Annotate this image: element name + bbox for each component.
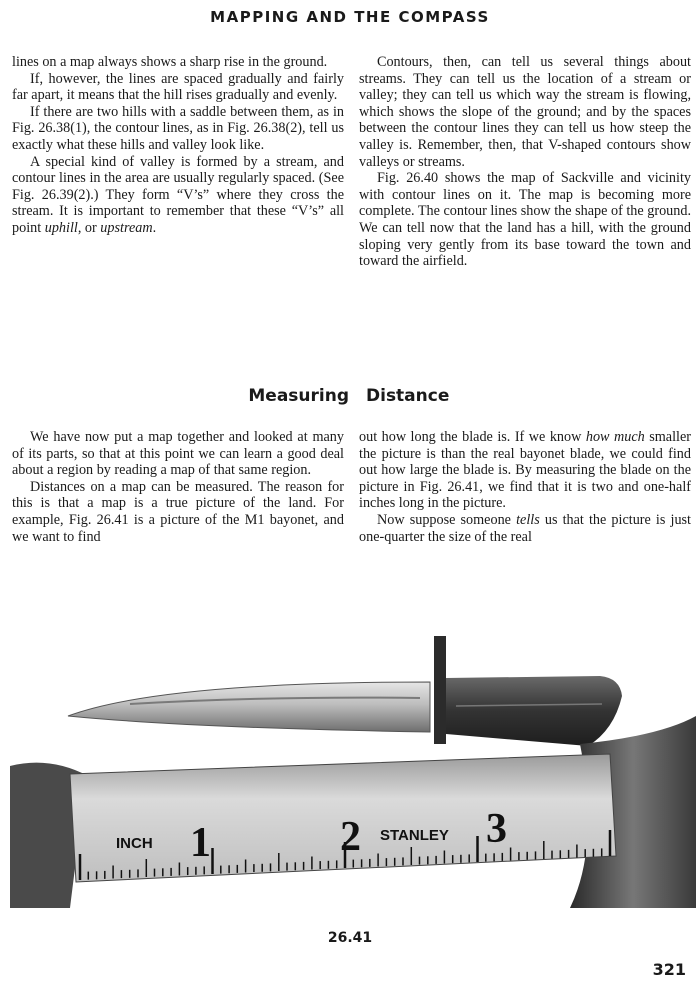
- italic-term: uphill: [44, 219, 78, 236]
- bayonet-blade: [68, 682, 430, 732]
- italic-term: how much: [585, 429, 645, 445]
- paragraph: [12, 154, 344, 237]
- text-run: smaller the picture is than the real bayonet blade, we could find out how large the blade is. By measuring the blade on the picture in Fig. 26.41, we find that it is two and one-half inches long in the picture.: [359, 429, 692, 512]
- paragraph: Contours, then, can tell us several things about streams. They can tell us the location of a stream or valley; they can tell us which way the stream is flowing, which shows the slope of the ground; and by the spaces between the contour lines they can tell us how steep the valley is. Remember, then, that V-shaped contours show valleys or streams.: [359, 54, 691, 170]
- lower-left-column: [12, 429, 344, 545]
- text-run: , or: [77, 219, 101, 236]
- tape-brand: STANLEY: [380, 827, 449, 844]
- text-run: .: [152, 219, 157, 236]
- figure-caption: 26.41: [327, 930, 373, 946]
- italic-term: tells: [516, 511, 540, 528]
- text-run: out how long the blade is. If we know: [359, 429, 586, 445]
- tape-measure: [70, 754, 616, 882]
- tape-number-3: 3: [486, 806, 507, 852]
- page-number: 321: [652, 960, 686, 979]
- tape-number-1: 1: [190, 820, 211, 866]
- paragraph: Fig. 26.40 shows the map of Sackville and vicinity with contour lines on it. The map is becoming more complete. The contour lines show the shape of the ground. We can tell now that the land has a hill, with the ground sloping very gently from its base toward the town and toward the airfield.: [359, 170, 691, 270]
- bayonet-tape-illustration: [10, 626, 696, 908]
- text-run: Now suppose someone: [377, 511, 517, 528]
- paragraph: If there are two hills with a saddle between them, as in Fig. 26.38(1), the contour lines, as in Fig. 26.38(2), tell us exactly what these hills and valley look like.: [12, 103, 344, 153]
- text-run: A special kind of valley is formed by a stream, and contour lines in the area are usually regularly spaced. (See Fig. 26.39(2).) They form “V’s” where they cross the stream. It is important to remember that these “V’s” all point: [12, 153, 344, 236]
- paragraph: [359, 512, 691, 545]
- paragraph: Distances on a map can be measured. The reason for this is that a map is a true picture of the land. For example, Fig. 26.41 is a picture of the M1 bayonet, and we want to find: [12, 478, 344, 545]
- paragraph: [359, 429, 691, 512]
- tape-inch-label: INCH: [116, 835, 153, 852]
- italic-term: upstream: [100, 219, 153, 236]
- bayonet-handle: [446, 676, 622, 746]
- running-head: MAPPING AND THE COMPASS: [210, 8, 490, 26]
- paragraph: We have now put a map together and looked at many of its parts, so that at this point we can learn a good deal about a region by reading a map of that same region.: [12, 429, 344, 479]
- text-run: us that the picture is just one-quarter the size of the real: [359, 511, 691, 545]
- paragraph: lines on a map always shows a sharp rise in the ground.: [12, 54, 328, 70]
- bayonet-crossguard: [434, 636, 446, 744]
- section-title-word: Measuring: [248, 386, 349, 406]
- lower-right-column: [359, 429, 691, 545]
- tape-number-2: 2: [340, 814, 361, 860]
- upper-right-column: [359, 54, 691, 270]
- figure-bayonet-photo: [10, 626, 696, 908]
- section-title-word: Distance: [366, 386, 450, 406]
- paragraph: If, however, the lines are spaced gradually and fairly far apart, it means that the hill rises gradually and evenly.: [12, 70, 344, 104]
- upper-left-column: [12, 54, 344, 237]
- bayonet: [68, 636, 622, 746]
